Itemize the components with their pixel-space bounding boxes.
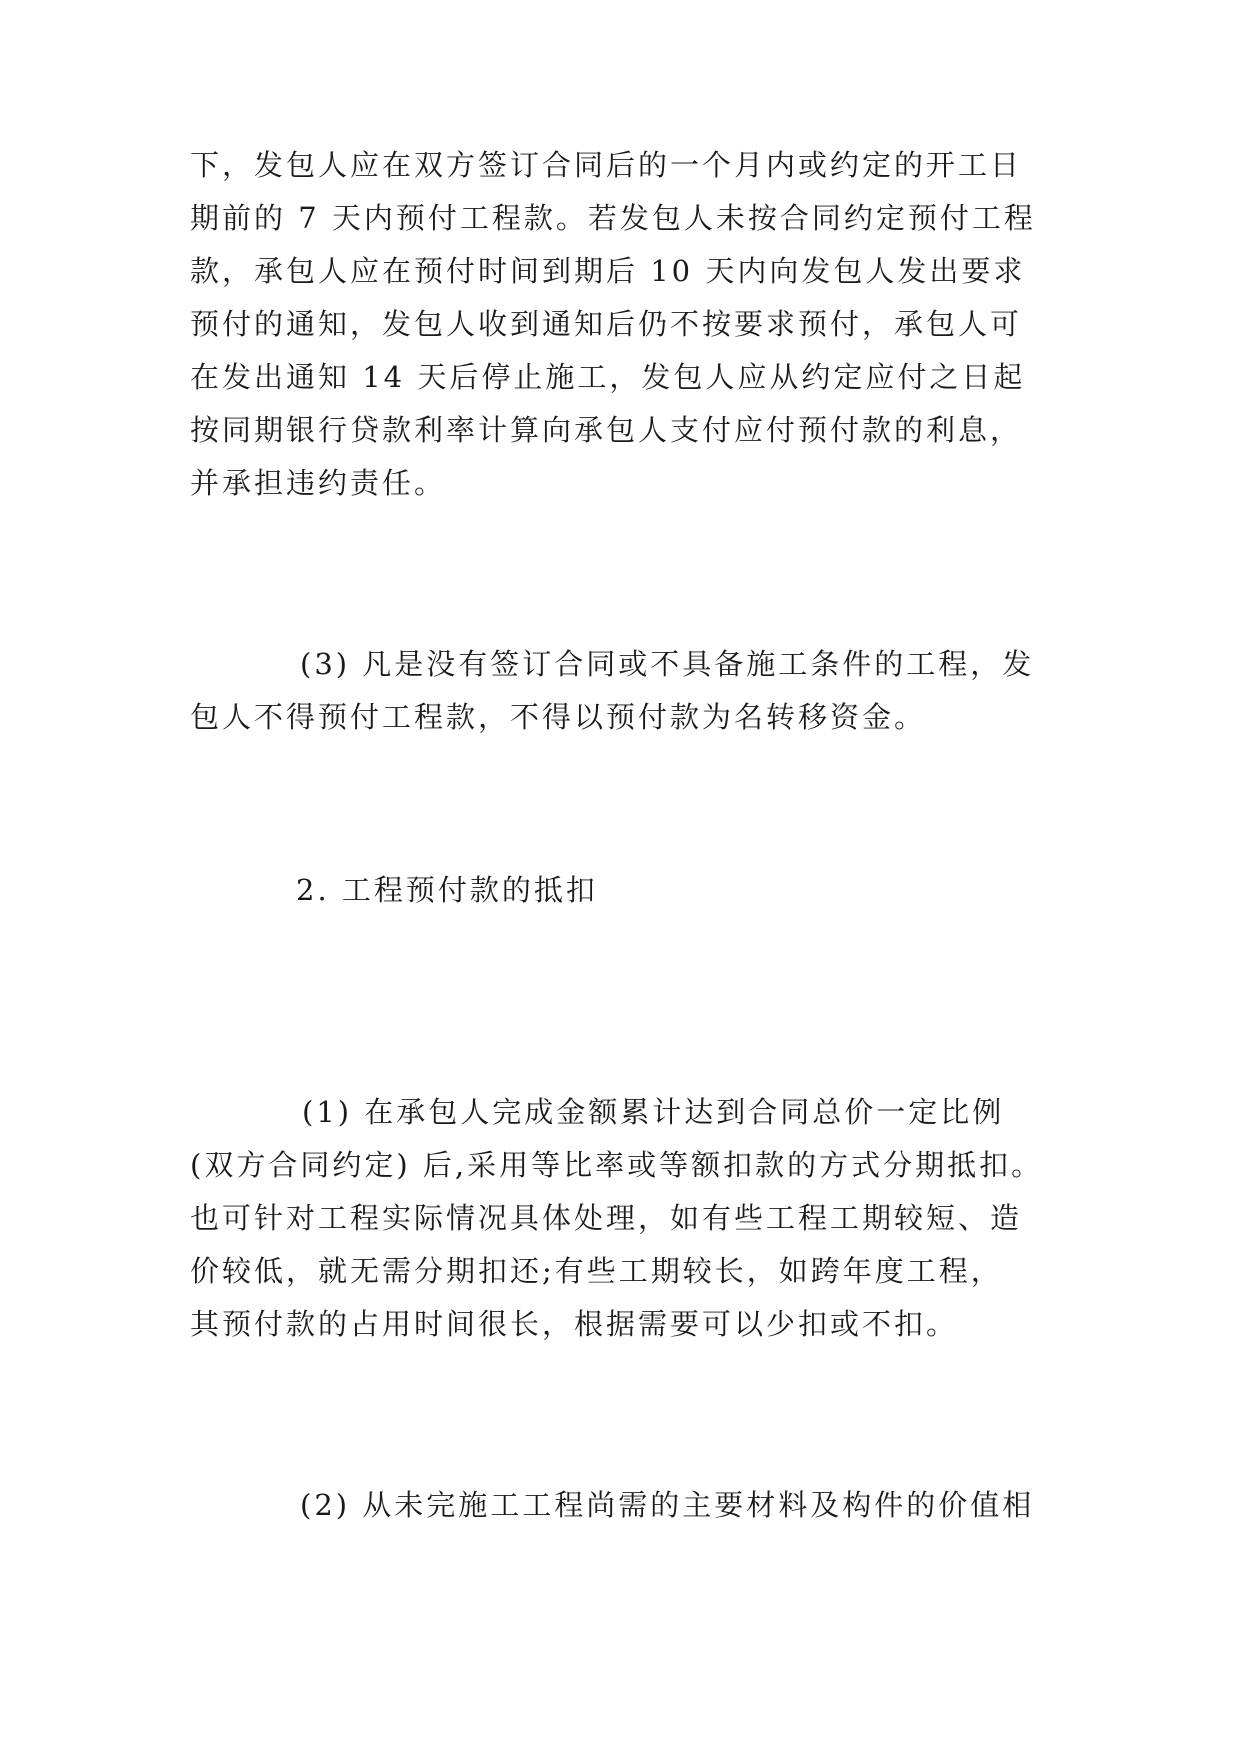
- paragraph-1-line-2: 期前的 7 天内预付工程款。若发包人未按合同约定预付工程: [190, 201, 1036, 235]
- paragraph-3-line-4: 价较低，就无需分期扣还;有些工期较长，如跨年度工程，: [190, 1254, 1003, 1288]
- paragraph-1-line-5: 在发出通知 14 天后停止施工，发包人应从约定应付之日起: [190, 360, 1026, 394]
- paragraph-1-line-6: 按同期银行贷款利率计算向承包人支付应付预付款的利息，: [190, 413, 1023, 447]
- paragraph-3-line-1: (1) 在承包人完成金额累计达到合同总价一定比例: [302, 1095, 1005, 1129]
- paragraph-3-line-2: (双方合同约定) 后,采用等比率或等额扣款的方式分期抵扣。: [190, 1148, 1044, 1182]
- paragraph-2-line-2: 包人不得预付工程款，不得以预付款为名转移资金。: [190, 700, 927, 734]
- paragraph-1-line-7: 并承担违约责任。: [190, 466, 447, 500]
- paragraph-3-line-5: 其预付款的占用时间很长，根据需要可以少扣或不扣。: [190, 1307, 959, 1341]
- paragraph-3-line-3: 也可针对工程实际情况具体处理，如有些工程工期较短、造: [190, 1201, 1023, 1235]
- paragraph-4-line-1: (2) 从未完施工工程尚需的主要材料及构件的价值相: [300, 1488, 1035, 1522]
- paragraph-2-line-1: (3) 凡是没有签订合同或不具备施工条件的工程，发: [300, 647, 1035, 681]
- paragraph-1-line-1: 下，发包人应在双方签订合同后的一个月内或约定的开工日: [190, 148, 1023, 182]
- paragraph-1-line-4: 预付的通知，发包人收到通知后仍不按要求预付，承包人可: [190, 307, 1023, 341]
- section-heading: 2. 工程预付款的抵扣: [296, 873, 598, 907]
- paragraph-1-line-3: 款，承包人应在预付时间到期后 10 天内向发包人发出要求: [190, 254, 1026, 288]
